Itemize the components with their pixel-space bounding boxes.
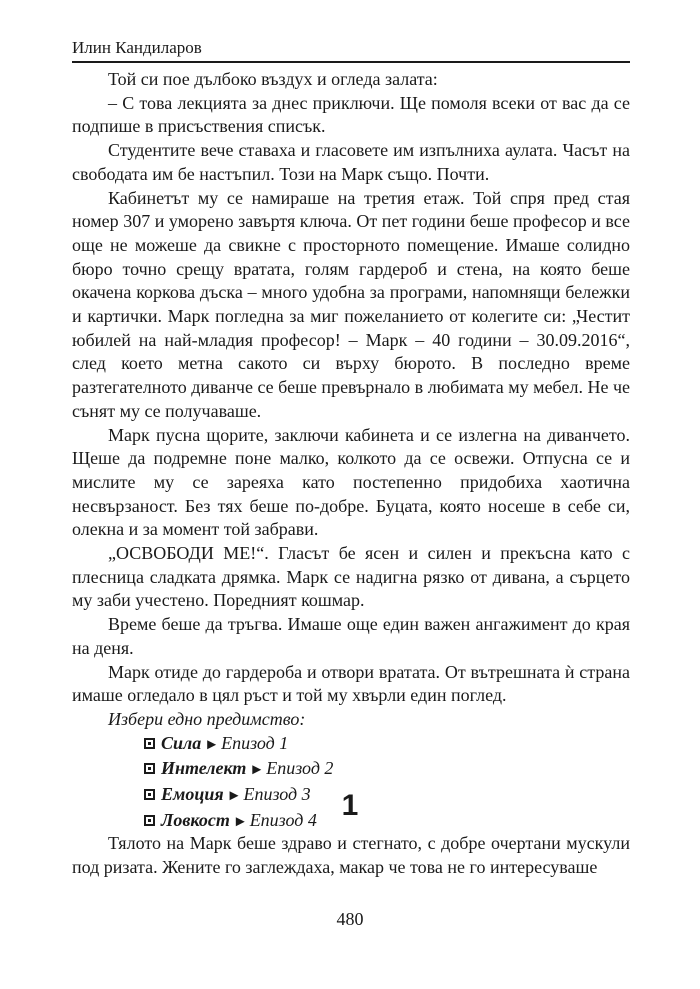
paragraph: – С това лекцията за днес приключи. Ще помоля всеки от вас да се подпише в присъствения списък.: [72, 92, 630, 137]
paragraph: „ОСВОБОДИ МЕ!“. Гласът бе ясен и силен и прекъсна като с плесница сладката дрямка. Марк се надигна рязко от дивана, а сърцето му заби учестено. Поредният кошмар.: [72, 543, 630, 611]
paragraph: Марк пусна щорите, заключи кабинета и се излегна на диванчето. Щеше да подремне поне малко, колкото да се освежи. Отпусна се и мислите му се зареяха като постепенно придобиха хаотична несвързаност. Без тях беше по-добре. Буцата, която носеше в себе си, олекна и за момент той забрави.: [72, 424, 630, 540]
choice-prompt: Избери едно предимство:: [108, 708, 306, 729]
paragraph: Той си пое дълбоко въздух и огледа залата:: [108, 69, 438, 89]
running-header: [72, 38, 630, 63]
option-name: Интелект: [161, 758, 247, 779]
author-name: Илин Кандиларов: [72, 38, 202, 57]
paragraph: Студентите вече ставаха и гласовете им изпълниха аулата. Часът на свободата им бе настъпил. Този на Марк също. Почти.: [72, 140, 630, 184]
choice-option-intellect[interactable]: [72, 757, 630, 783]
paragraph: Време беше да тръгва. Имаше още един важен ангажимент до края на деня.: [72, 614, 630, 658]
option-episode: Епизод 4: [249, 809, 317, 830]
paragraph: Кабинетът му се намираше на третия етаж. Той спря пред стая номер 307 и уморено завъртя ключа. От пет години беше професор и все още не можеше да свикне с просторното помещение. Имаше солидно бюро точно срещу вратата, голям гардероб и стена, на която беше окачена коркова дъска – много удобна за програми, напомнящи бележки и картички. Марк погледна за миг пожеланието от колегите си: „Честит юбилей на най-младия професор! – Марк – 40 години – 30.09.2016“, след което метна сакото си върху бюрото. В последно време разтегателното диванче се беше превърнало в любимата му мебел. Не че сънят му се получаваше.: [72, 187, 630, 421]
option-name: Ловкост: [161, 809, 230, 830]
chapter-text: [72, 832, 630, 879]
checkbox-square-icon: [144, 763, 155, 774]
chapter-number: 1: [341, 789, 359, 822]
header-rule: [72, 61, 630, 63]
choice-option-strength[interactable]: [72, 732, 630, 758]
arrow-right-icon: ►: [226, 788, 242, 805]
paragraph: Тялото на Марк беше здраво и стегнато, с добре очертани мускули под ризата. Жените го заглеждаха, макар че това не го интересуваше: [72, 833, 630, 877]
option-episode: Епизод 3: [243, 784, 311, 805]
page-number: 480: [336, 909, 364, 929]
option-episode: Епизод 2: [266, 758, 334, 779]
main-text: [72, 68, 630, 835]
option-name: Сила: [161, 732, 202, 753]
paragraph: Марк отиде до гардероба и отвори вратата. От вътрешната ѝ страна имаше огледало в цял ръст и той му хвърли един поглед.: [72, 661, 630, 706]
arrow-right-icon: ►: [232, 813, 248, 830]
checkbox-square-icon: [144, 738, 155, 749]
arrow-right-icon: ►: [249, 762, 265, 779]
arrow-right-icon: ►: [204, 736, 220, 753]
option-name: Емоция: [161, 784, 224, 805]
option-episode: Епизод 1: [221, 732, 289, 753]
